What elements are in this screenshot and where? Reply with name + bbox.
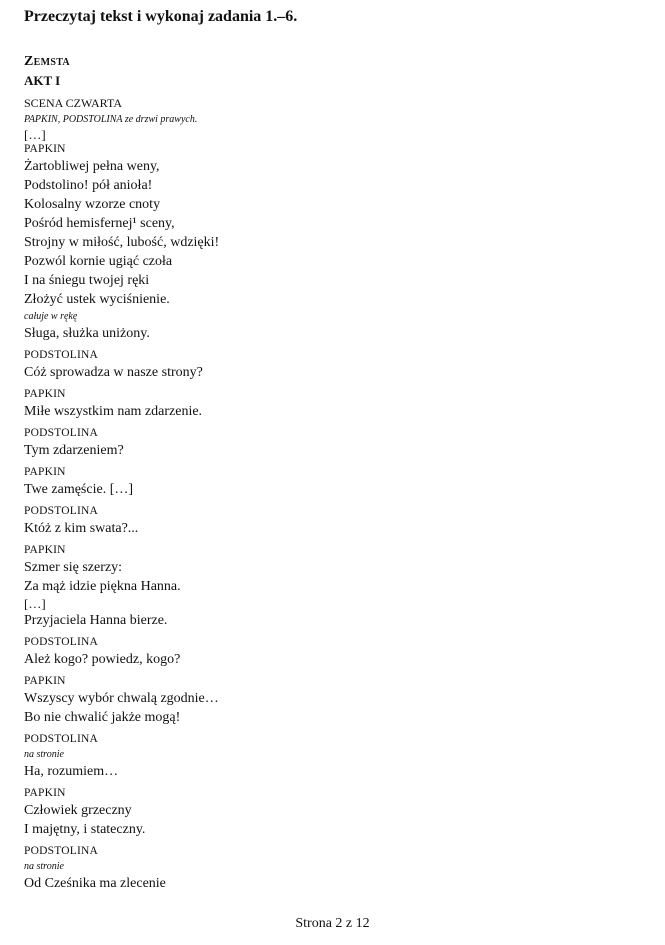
verse-line: Złożyć ustek wyciśnienie.: [24, 292, 170, 307]
act-heading: AKT I: [24, 73, 61, 88]
speaker-name: PODSTOLINA: [24, 505, 98, 517]
verse-line: Wszyscy wybór chwalą zgodnie…: [24, 691, 219, 706]
verse-line: Od Cześnika ma zlecenie: [24, 876, 166, 891]
verse-line: Któż z kim swata?...: [24, 521, 139, 536]
drama-text: [24, 94, 624, 893]
speaker-name: PODSTOLINA: [24, 636, 98, 648]
verse-line: Kolosalny wzorze cnoty: [24, 197, 161, 212]
speaker-name: PAPKIN: [24, 787, 66, 799]
verse-line: Szmer się szerzy:: [24, 560, 122, 575]
omission-mark: […]: [24, 127, 46, 142]
verse-line: Pośród hemisfernej¹ sceny,: [24, 216, 175, 231]
speaker-name: PODSTOLINA: [24, 733, 98, 745]
verse-line: Ależ kogo? powiedz, kogo?: [24, 652, 181, 667]
omission-mark: […]: [24, 596, 46, 611]
verse-line: Żartobliwej pełna weny,: [24, 159, 160, 174]
speaker-name: PAPKIN: [24, 544, 66, 556]
page-number: Strona 2 z 12: [295, 916, 370, 931]
verse-line: I majętny, i stateczny.: [24, 822, 146, 837]
task-instruction: Przeczytaj tekst i wykonaj zadania 1.–6.: [24, 8, 298, 25]
verse-line: Strojny w miłość, lubość, wdzięki!: [24, 235, 220, 250]
verse-line: Bo nie chwalić jakże mogą!: [24, 710, 181, 725]
verse-line: Za mąż idzie piękna Hanna.: [24, 579, 181, 594]
stage-direction: całuje w rękę: [24, 311, 78, 322]
stage-direction: na stronie: [24, 749, 64, 760]
verse-line: Tym zdarzeniem?: [24, 443, 124, 458]
verse-line: Cóż sprowadza w nasze strony?: [24, 365, 203, 380]
speaker-name: PODSTOLINA: [24, 427, 98, 439]
verse-line: Sługa, służka uniżony.: [24, 326, 150, 341]
drama-title: Zemsta: [24, 54, 70, 69]
verse-line: Ha, rozumiem…: [24, 764, 119, 779]
speaker-name: PODSTOLINA: [24, 349, 98, 361]
verse-line: Twe zamęście. […]: [24, 482, 134, 497]
verse-line: Człowiek grzeczny: [24, 803, 132, 818]
speaker-name: PAPKIN: [24, 143, 66, 155]
stage-direction: PAPKIN, PODSTOLINA ze drzwi prawych.: [24, 114, 198, 125]
verse-line: Podstolino! pół anioła!: [24, 178, 153, 193]
verse-line: Miłe wszystkim nam zdarzenie.: [24, 404, 203, 419]
verse-line: Przyjaciela Hanna bierze.: [24, 613, 168, 628]
speaker-name: PAPKIN: [24, 388, 66, 400]
verse-line: I na śniegu twojej ręki: [24, 273, 150, 288]
speaker-name: PAPKIN: [24, 466, 66, 478]
speaker-name: PODSTOLINA: [24, 845, 98, 857]
verse-line: Pozwól kornie ugiąć czoła: [24, 254, 173, 269]
stage-direction: na stronie: [24, 861, 64, 872]
speaker-name: PAPKIN: [24, 675, 66, 687]
scene-heading: SCENA CZWARTA: [24, 96, 122, 110]
